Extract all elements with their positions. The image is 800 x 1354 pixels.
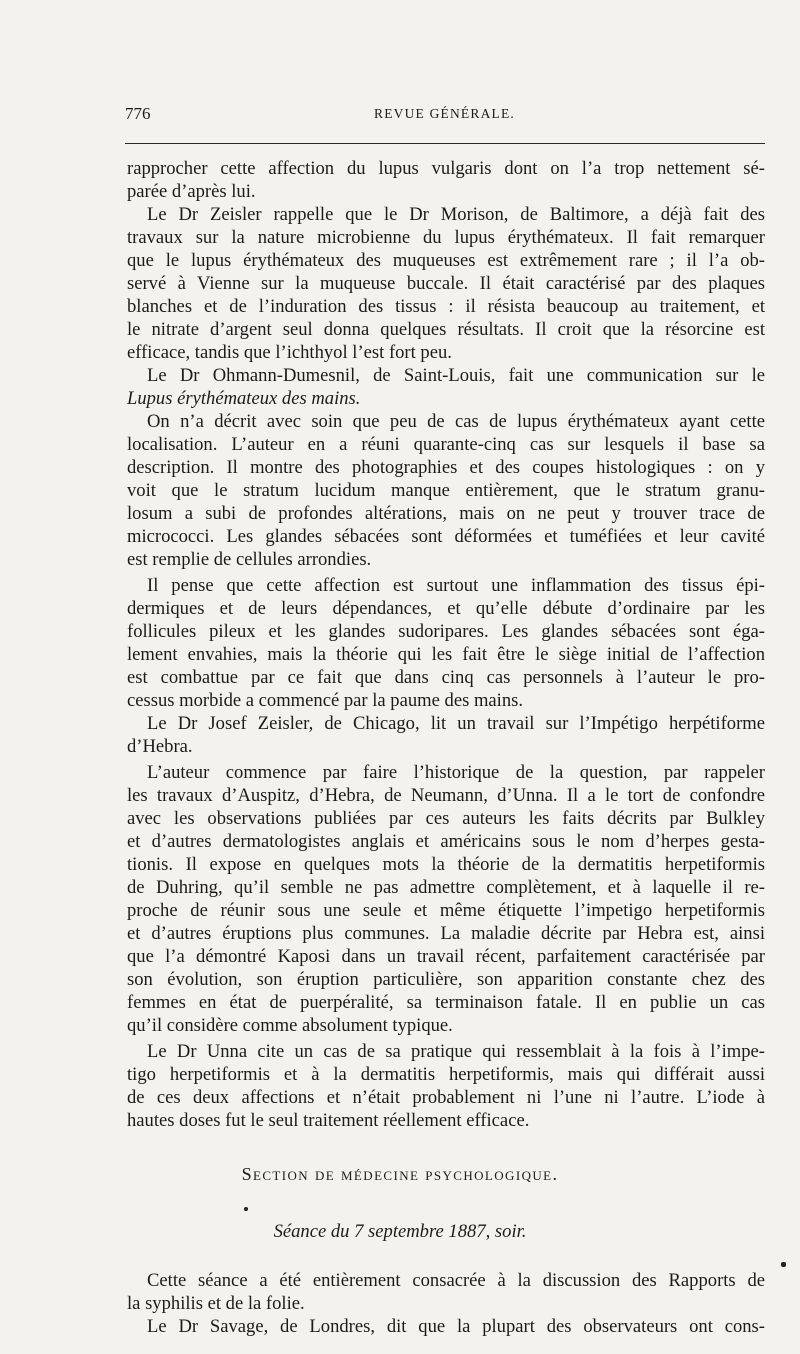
text-line: losum a subi de profondes altérations, mais on ne peut y trouver trace de (127, 503, 765, 524)
print-speck (244, 1207, 248, 1211)
text-line: localisation. L’auteur en a réuni quarante-cinq cas sur lesquels il base sa (127, 434, 765, 455)
text-line: parée d’après lui. (127, 181, 256, 202)
text-line: description. Il montre des photographies et des coupes histologiques : on y (127, 457, 765, 478)
text-line: et d’autres éruptions plus communes. La maladie décrite par Hebra est, ainsi (127, 923, 765, 944)
text-line: est remplie de cellules arrondies. (127, 549, 372, 570)
text-line: L’auteur commence par faire l’historique de la question, par rappeler (147, 762, 765, 783)
running-title: REVUE GÉNÉRALE. (374, 106, 515, 121)
text-line: femmes en état de puerpéralité, sa terminaison fatale. Il en publie un cas (127, 992, 765, 1013)
text-line: que le lupus érythémateux des muqueuses est extrêmement rare ; il l’a ob- (127, 250, 765, 271)
text-line: Le Dr Zeisler rappelle que le Dr Morison, de Baltimore, a déjà fait des (147, 204, 765, 225)
text-line: son évolution, son éruption particulière, son apparition constante chez des (127, 969, 765, 990)
text-line: Il pense que cette affection est surtout une inflammation des tissus épi- (147, 575, 765, 596)
text-line: efficace, tandis que l’ichthyol l’est fort peu. (127, 342, 452, 363)
text-line: tionis. Il expose en quelques mots la théorie de la dermatitis herpetiformis (127, 854, 765, 875)
text-line: follicules pileux et les glandes sudoripares. Les glandes sébacées sont éga- (127, 621, 765, 642)
text-line: servé à Vienne sur la muqueuse buccale. Il était caractérisé par des plaques (127, 273, 765, 294)
text-line: et d’autres dermatologistes anglais et américains sous le nom d’herpes gesta- (127, 831, 765, 852)
text-line: le nitrate d’argent seul donna quelques résultats. Il croit que la résorcine est (127, 319, 765, 340)
text-line: blanches et de l’induration des tissus : il résista beaucoup au traitement, et (127, 296, 765, 317)
text-line: lement envahies, mais la théorie qui les fait être le siège initial de l’affection (127, 644, 765, 665)
text-line: dermiques et de leurs dépendances, et qu’elle débute d’ordinaire par les (127, 598, 765, 619)
text-line: On n’a décrit avec soin que peu de cas de lupus érythémateux ayant cette (147, 411, 765, 432)
text-line: hautes doses fut le seul traitement réellement efficace. (127, 1110, 530, 1131)
header-rule (125, 143, 765, 144)
text-line: micrococci. Les glandes sébacées sont déformées et tuméfiées et leur cavité (127, 526, 765, 547)
text-line: proche de réunir sous une seule et même étiquette l’impetigo herpetiformis (127, 900, 765, 921)
page-header (125, 104, 765, 128)
text-line: Le Dr Josef Zeisler, de Chicago, lit un travail sur l’Impétigo herpétiforme (147, 713, 765, 734)
text-line: rapprocher cette affection du lupus vulgaris dont on l’a trop nettement sé- (127, 158, 765, 179)
text-line: Cette séance a été entièrement consacrée à la discussion des Rapports de (147, 1270, 765, 1291)
text-line: voit que le stratum lucidum manque entièrement, que le stratum granu- (127, 480, 765, 501)
text-line: de Duhring, qu’il semble ne pas admettre complètement, et à laquelle il re- (127, 877, 765, 898)
text-line: Le Dr Unna cite un cas de sa pratique qui ressemblait à la fois à l’impe- (147, 1041, 765, 1062)
session-heading: Séance du 7 septembre 1887, soir. (273, 1221, 527, 1242)
text-line: de ces deux affections et n’était probablement ni l’une ni l’autre. L’iode à (127, 1087, 765, 1108)
text-line: tigo herpetiformis et à la dermatitis herpetiformis, mais qui différait aussi (127, 1064, 765, 1085)
text-line: qu’il considère comme absolument typique. (127, 1015, 453, 1036)
text-line: cessus morbide a commencé par la paume des mains. (127, 690, 524, 711)
text-line: Le Dr Ohmann-Dumesnil, de Saint-Louis, fait une communication sur le (147, 365, 765, 386)
text-line: que l’a démontré Kaposi dans un travail récent, parfaitement caractérisée par (127, 946, 765, 967)
section-heading: Section de médecine psychologique. (241, 1164, 559, 1184)
text-line: d’Hebra. (127, 736, 193, 757)
text-line: est combattue par ce fait que dans cinq cas personnels à l’auteur le pro- (127, 667, 765, 688)
text-line: Lupus érythémateux des mains. (127, 388, 361, 409)
page-number: 776 (125, 104, 151, 123)
text-line: avec les observations publiées par ces auteurs les faits décrits par Bulkley (127, 808, 765, 829)
text-line: Le Dr Savage, de Londres, dit que la plupart des observateurs ont cons- (147, 1316, 765, 1337)
text-line: travaux sur la nature microbienne du lupus érythémateux. Il fait remarquer (127, 227, 765, 248)
text-line: les travaux d’Auspitz, d’Hebra, de Neumann, d’Unna. Il a le tort de confondre (127, 785, 765, 806)
text-line: la syphilis et de la folie. (127, 1293, 305, 1314)
margin-mark (781, 1262, 786, 1267)
